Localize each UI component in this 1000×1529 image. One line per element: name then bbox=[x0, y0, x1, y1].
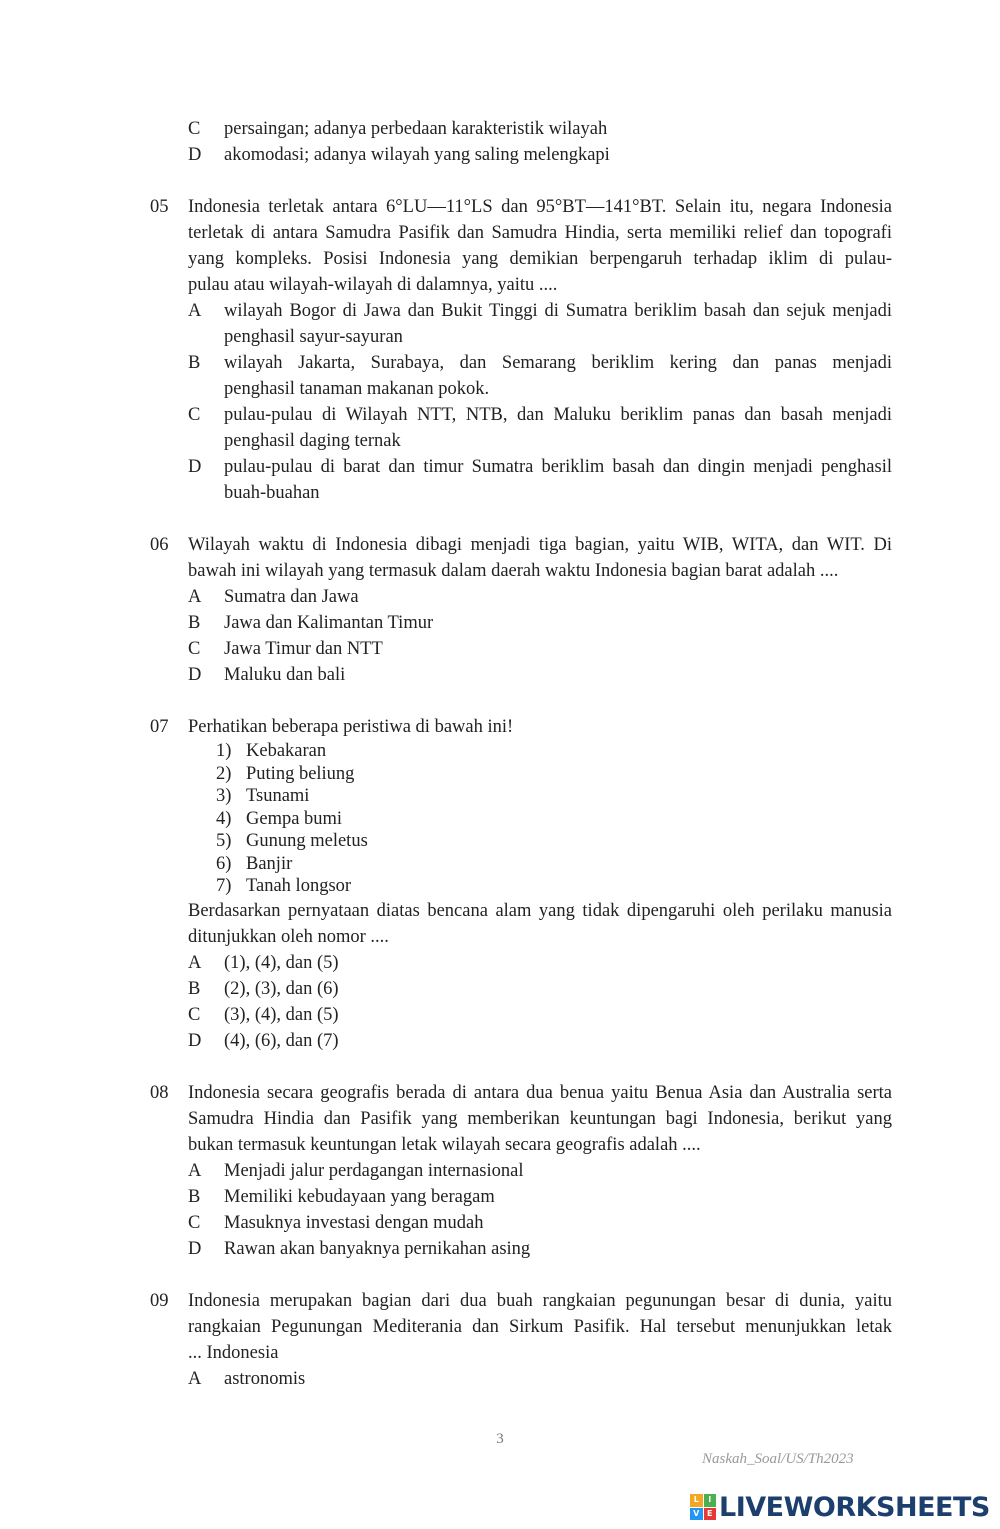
logo-tile: L bbox=[690, 1494, 703, 1507]
option-letter: C bbox=[188, 1213, 201, 1233]
list-item: 4) Gempa bumi bbox=[216, 808, 343, 829]
list-item: 5) Gunung meletus bbox=[216, 831, 368, 851]
option-text: pulau-pulau di Wilayah NTT, NTB, dan Maluku beriklim panas dan basah menjadi bbox=[224, 405, 892, 425]
option-letter: A bbox=[188, 953, 202, 973]
option-letter: D bbox=[188, 1239, 202, 1259]
option-letter: D bbox=[188, 665, 202, 685]
list-item: 2) Puting beliung bbox=[216, 763, 355, 784]
event-list bbox=[216, 740, 368, 898]
option-letter: B bbox=[188, 613, 201, 633]
option-text: (3), (4), dan (5) bbox=[224, 1005, 339, 1025]
option-text: wilayah Bogor di Jawa dan Bukit Tinggi di Sumatra beriklim basah dan sejuk menjadi bbox=[224, 301, 892, 321]
question-stem-line: ditunjukkan oleh nomor .... bbox=[188, 927, 389, 947]
question-stem-line: ... Indonesia bbox=[188, 1343, 279, 1363]
question-stem-line: Indonesia merupakan bagian dari dua buah rangkaian pegunungan besar di dunia, yaitu bbox=[188, 1291, 892, 1311]
option-text: penghasil tanaman makanan pokok. bbox=[224, 379, 490, 399]
option-text: Menjadi jalur perdagangan internasional bbox=[224, 1161, 524, 1181]
option-text: Sumatra dan Jawa bbox=[224, 587, 359, 607]
option-text: wilayah Jakarta, Surabaya, dan Semarang beriklim kering dan panas menjadi bbox=[224, 353, 892, 373]
option-letter: D bbox=[188, 457, 202, 477]
brand-name: LIVEWORKSHEETS bbox=[719, 1491, 990, 1523]
option-letter: B bbox=[188, 979, 201, 999]
option-text: persaingan; adanya perbedaan karakteristik wilayah bbox=[224, 119, 608, 139]
question-stem-line: terletak di antara Samudra Pasifik dan Samudra Hindia, serta memiliki relief dan topografi bbox=[188, 223, 892, 243]
option-text: (2), (3), dan (6) bbox=[224, 979, 339, 999]
question-stem-line: Samudra Hindia dan Pasifik yang memberikan keuntungan bagi Indonesia, berikut yang bbox=[188, 1109, 892, 1129]
option-text: (1), (4), dan (5) bbox=[224, 953, 339, 973]
option-text: Memiliki kebudayaan yang beragam bbox=[224, 1187, 495, 1207]
option-letter: D bbox=[188, 1031, 202, 1051]
option-letter: A bbox=[188, 587, 202, 607]
question-stem-line: Indonesia secara geografis berada di antara dua benua yaitu Benua Asia dan Australia serta bbox=[188, 1083, 892, 1103]
option-letter: D bbox=[188, 145, 202, 165]
option-text: Jawa Timur dan NTT bbox=[224, 639, 383, 659]
question-number: 05 bbox=[150, 197, 169, 217]
list-item: 6) Banjir bbox=[216, 853, 293, 874]
option-text: astronomis bbox=[224, 1369, 306, 1389]
question-number: 07 bbox=[150, 717, 169, 737]
option-letter: A bbox=[188, 301, 202, 321]
question-stem-line: pulau atau wilayah-wilayah di dalamnya, yaitu .... bbox=[188, 275, 558, 295]
option-text: akomodasi; adanya wilayah yang saling melengkapi bbox=[224, 145, 610, 165]
question-stem-line: bukan termasuk keuntungan letak wilayah secara geografis adalah .... bbox=[188, 1135, 701, 1155]
list-item: 1) Kebakaran bbox=[216, 741, 327, 761]
question-stem-line: yang kompleks. Posisi Indonesia yang demikian berpengaruh terhadap iklim di pulau- bbox=[188, 249, 892, 269]
liveworksheets-logo[interactable] bbox=[690, 1489, 990, 1525]
option-letter: B bbox=[188, 353, 201, 373]
option-text: buah-buahan bbox=[224, 483, 320, 503]
option-letter: A bbox=[188, 1161, 202, 1181]
option-text: penghasil daging ternak bbox=[224, 431, 401, 451]
logo-tile: V bbox=[690, 1508, 703, 1521]
question-number: 09 bbox=[150, 1291, 169, 1311]
question-stem-line: Berdasarkan pernyataan diatas bencana alam yang tidak dipengaruhi oleh perilaku manusia bbox=[188, 901, 892, 921]
option-text: pulau-pulau di barat dan timur Sumatra beriklim basah dan dingin menjadi penghasil bbox=[224, 457, 892, 477]
option-text: Masuknya investasi dengan mudah bbox=[224, 1213, 484, 1233]
option-text: Rawan akan banyaknya pernikahan asing bbox=[224, 1239, 531, 1259]
question-stem-line: rangkaian Pegunungan Mediterania dan Sirkum Pasifik. Hal tersebut menunjukkan letak bbox=[188, 1317, 892, 1337]
option-letter: C bbox=[188, 119, 201, 139]
logo-tile: I bbox=[704, 1494, 717, 1507]
liveworksheets-logo-icon bbox=[690, 1494, 716, 1520]
option-text: Maluku dan bali bbox=[224, 665, 346, 685]
option-letter: B bbox=[188, 1187, 201, 1207]
option-letter: C bbox=[188, 1005, 201, 1025]
list-item: 7) Tanah longsor bbox=[216, 876, 352, 896]
option-letter: A bbox=[188, 1369, 202, 1389]
question-stem-line: Indonesia terletak antara 6°LU—11°LS dan 95°BT—141°BT. Selain itu, negara Indonesia bbox=[188, 197, 892, 217]
option-text: penghasil sayur-sayuran bbox=[224, 327, 403, 347]
question-stem: Perhatikan beberapa peristiwa di bawah ini! bbox=[188, 717, 514, 737]
list-item: 3) Tsunami bbox=[216, 786, 310, 806]
question-number: 08 bbox=[150, 1083, 169, 1103]
option-letter: C bbox=[188, 639, 201, 659]
logo-tile: E bbox=[704, 1508, 717, 1521]
question-stem-line: bawah ini wilayah yang termasuk dalam daerah waktu Indonesia bagian barat adalah .... bbox=[188, 561, 839, 581]
question-number: 06 bbox=[150, 535, 169, 555]
page-number: 3 bbox=[496, 1431, 504, 1447]
option-text: Jawa dan Kalimantan Timur bbox=[224, 613, 434, 633]
option-text: (4), (6), dan (7) bbox=[224, 1031, 339, 1051]
document-code: Naskah_Soal/US/Th2023 bbox=[702, 1451, 854, 1467]
question-stem-line: Wilayah waktu di Indonesia dibagi menjadi tiga bagian, yaitu WIB, WITA, dan WIT. Di bbox=[188, 535, 892, 555]
option-letter: C bbox=[188, 405, 201, 425]
